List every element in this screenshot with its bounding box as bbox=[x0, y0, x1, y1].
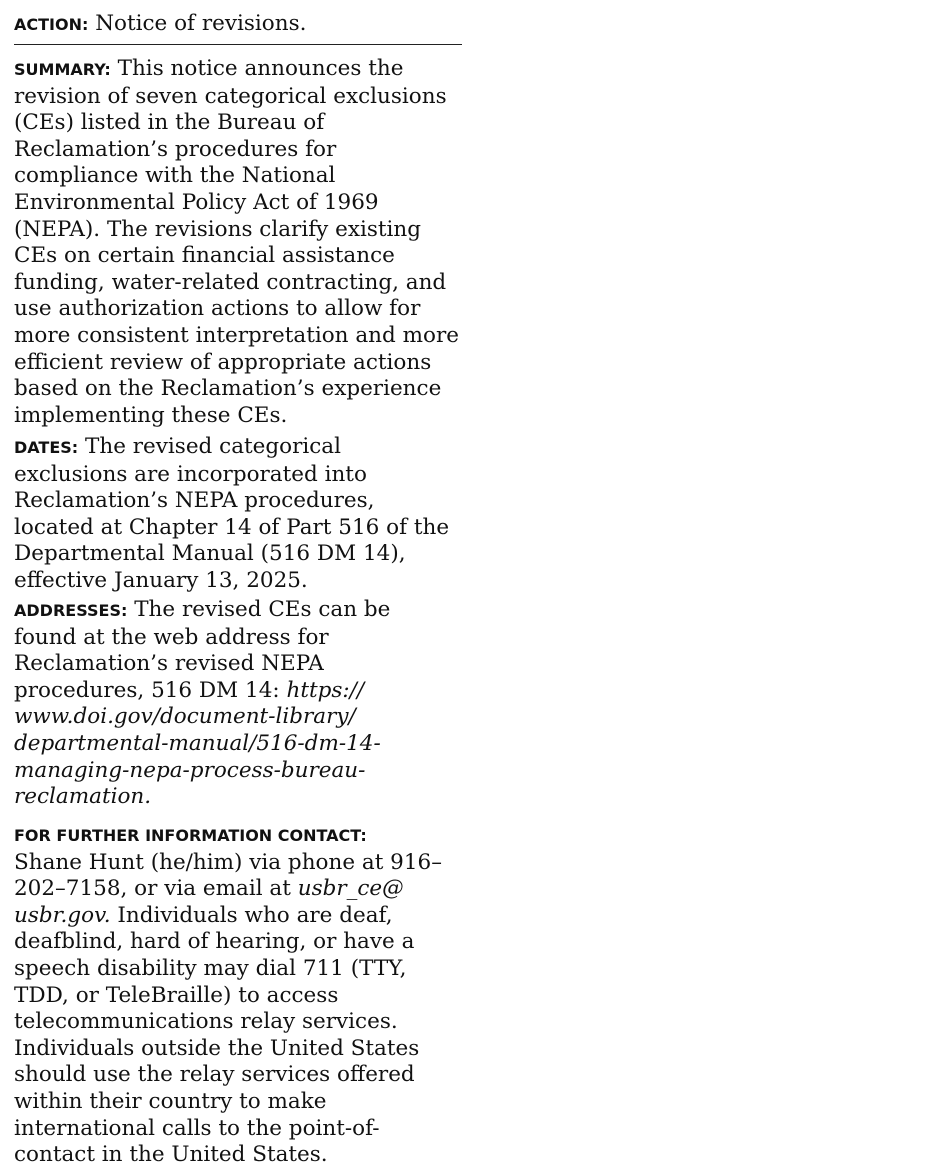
summary-line: compliance with the National bbox=[14, 163, 336, 189]
addresses-line: found at the web address for bbox=[14, 624, 329, 650]
summary-line: efficient review of appropriate actions bbox=[14, 349, 432, 375]
nepa-procedures-link[interactable]: www.doi.gov/document-library/ bbox=[14, 704, 356, 730]
contact-line: telecommunications relay services. bbox=[14, 1009, 398, 1035]
contact-line: Individuals outside the United States bbox=[14, 1035, 420, 1061]
action-label: ACTION: bbox=[14, 15, 89, 34]
contact-line: international calls to the point-of- bbox=[14, 1115, 380, 1141]
contact-line: Individuals who are deaf, bbox=[110, 902, 393, 928]
summary-line: use authorization actions to allow for bbox=[14, 296, 421, 322]
summary-line: more consistent interpretation and more bbox=[14, 322, 459, 348]
summary-line: (CEs) listed in the Bureau of bbox=[14, 110, 325, 136]
dates-line: located at Chapter 14 of Part 516 of the bbox=[14, 514, 450, 540]
contact-line: 202–7158, or via email at bbox=[14, 876, 298, 902]
dates-line: effective January 13, 2025. bbox=[14, 567, 308, 593]
summary-section bbox=[14, 56, 459, 429]
summary-line: revision of seven categorical exclusions bbox=[14, 83, 447, 109]
action-section bbox=[14, 11, 306, 39]
dates-label: DATES: bbox=[14, 438, 79, 457]
contact-email-link[interactable]: usbr.gov. bbox=[14, 902, 111, 928]
nepa-procedures-link[interactable]: https:// bbox=[286, 677, 365, 703]
summary-line: based on the Reclamation’s experience bbox=[14, 376, 442, 402]
dates-line: Reclamation’s NEPA procedures, bbox=[14, 488, 375, 514]
contact-label: FOR FURTHER INFORMATION CONTACT: bbox=[14, 826, 367, 845]
contact-section bbox=[14, 822, 442, 1169]
summary-line: (NEPA). The revisions clarify existing bbox=[14, 216, 422, 242]
contact-line: Shane Hunt (he/him) via phone at 916– bbox=[14, 849, 442, 875]
contact-line: within their country to make bbox=[14, 1088, 327, 1114]
contact-line: deafblind, hard of hearing, or have a bbox=[14, 929, 415, 955]
contact-line: contact in the United States. bbox=[14, 1142, 328, 1168]
contact-line: should use the relay services offered bbox=[14, 1062, 415, 1088]
header-divider bbox=[14, 44, 462, 45]
addresses-line: Reclamation’s revised NEPA bbox=[14, 651, 324, 677]
nepa-procedures-link[interactable]: departmental-manual/516-dm-14- bbox=[14, 730, 381, 756]
addresses-section bbox=[14, 597, 390, 811]
action-text: Notice of revisions. bbox=[95, 11, 307, 36]
nepa-procedures-link[interactable]: managing-nepa-process-bureau- bbox=[14, 757, 366, 783]
dates-section bbox=[14, 434, 449, 595]
contact-email-link[interactable]: usbr_ce@ bbox=[297, 876, 404, 902]
summary-line: CEs on certain financial assistance bbox=[14, 243, 395, 269]
summary-line: This notice announces the bbox=[117, 56, 404, 81]
dates-line: Departmental Manual (516 DM 14), bbox=[14, 541, 406, 567]
dates-line: The revised categorical bbox=[85, 434, 341, 459]
dates-line: exclusions are incorporated into bbox=[14, 461, 367, 487]
summary-line: Reclamation’s procedures for bbox=[14, 136, 337, 162]
summary-line: funding, water-related contracting, and bbox=[14, 269, 447, 295]
summary-line: implementing these CEs. bbox=[14, 402, 288, 428]
addresses-line: The revised CEs can be bbox=[134, 597, 391, 622]
contact-line: TDD, or TeleBraille) to access bbox=[14, 982, 339, 1008]
summary-label: SUMMARY: bbox=[14, 60, 111, 79]
nepa-procedures-link[interactable]: reclamation. bbox=[14, 784, 152, 810]
summary-line: Environmental Policy Act of 1969 bbox=[14, 189, 379, 215]
addresses-line: procedures, 516 DM 14: bbox=[14, 677, 287, 703]
addresses-label: ADDRESSES: bbox=[14, 601, 128, 620]
contact-line: speech disability may dial 711 (TTY, bbox=[14, 955, 407, 981]
